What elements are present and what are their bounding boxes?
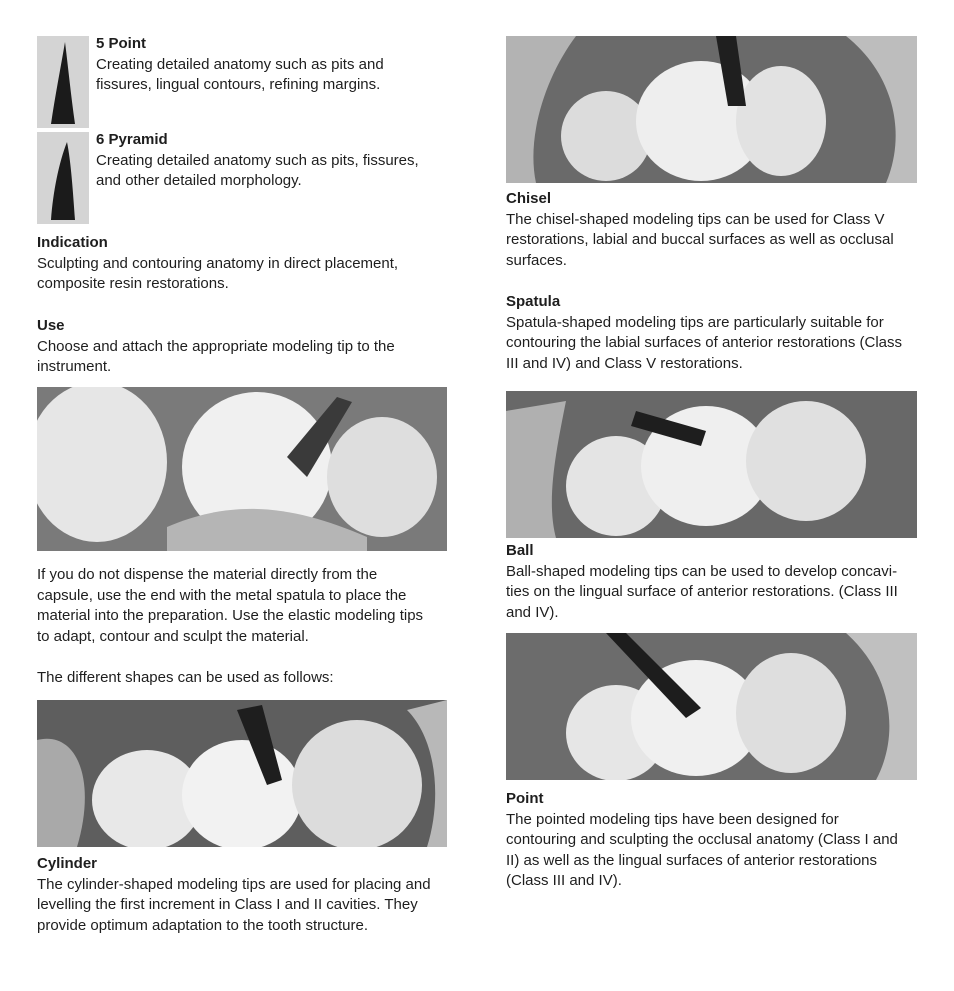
dispense-line: If you do not dispense the material directly from the xyxy=(37,566,378,583)
tip-title: 6 Pyramid xyxy=(96,131,168,148)
point-line: contouring and sculpting the occlusal anatomy (Class I and xyxy=(506,831,898,848)
ball-line: ties on the lingual surface of anterior restorations. (Class III xyxy=(506,583,898,600)
tip-description-line: Creating detailed anatomy such as pits and xyxy=(96,55,384,73)
spatula-line: Spatula-shaped modeling tips are particularly suitable for xyxy=(506,313,884,331)
cylinder-line: levelling the first increment in Class I and II cavities. They xyxy=(37,896,418,913)
cylinder-tip-photo xyxy=(37,700,447,847)
spatula-line: contouring the labial surfaces of anterior restorations (Class xyxy=(506,334,903,351)
indication-heading: Indication xyxy=(37,234,108,251)
use-line: instrument. xyxy=(37,358,112,375)
chisel-line: restorations, labial and buccal surfaces as well as occlusal xyxy=(506,231,894,248)
point-line: II) as well as the lingual surfaces of anterior restorations xyxy=(506,851,878,869)
spatula-heading: Spatula xyxy=(506,293,561,310)
shapes-intro: The different shapes can be used as follows: xyxy=(37,669,334,686)
pyramid-tip-thumbnail xyxy=(37,132,89,224)
point-heading: Point xyxy=(506,790,544,807)
tip-description-line: fissures, lingual contours, refining margins. xyxy=(96,76,381,93)
tip-description-line: and other detailed morphology. xyxy=(96,172,302,189)
ball-line: Ball-shaped modeling tips can be used to develop concavi- xyxy=(506,562,898,580)
ball-line: and IV). xyxy=(506,603,559,621)
ball-tip-photo xyxy=(506,633,917,780)
spatula-application-photo xyxy=(37,387,447,551)
tip-description-line: Creating detailed anatomy such as pits, fissures, xyxy=(96,151,419,169)
tip-title: 5 Point xyxy=(96,35,147,52)
spatula-line: III and IV) and Class V restorations. xyxy=(506,354,743,372)
cylinder-heading: Cylinder xyxy=(37,855,98,872)
use-line: Choose and attach the appropriate modeling tip to the xyxy=(37,337,395,355)
point-tip-thumbnail xyxy=(37,36,89,128)
chisel-line: surfaces. xyxy=(506,251,567,269)
indication-line: Sculpting and contouring anatomy in direct placement, xyxy=(37,254,399,272)
chisel-line: The chisel-shaped modeling tips can be used for Class V xyxy=(506,210,885,228)
cylinder-line: provide optimum adaptation to the tooth structure. xyxy=(37,916,369,934)
dispense-line: to adapt, contour and sculpt the material. xyxy=(37,627,309,645)
point-line: (Class III and IV). xyxy=(506,872,622,889)
indication-line: composite resin restorations. xyxy=(37,275,229,292)
dispense-line: capsule, use the end with the metal spatula to place the xyxy=(37,586,407,604)
spatula-tip-photo xyxy=(506,391,917,538)
use-heading: Use xyxy=(37,317,65,334)
dispense-line: material into the preparation. Use the elastic modeling tips xyxy=(37,607,424,624)
ball-heading: Ball xyxy=(506,542,534,559)
chisel-heading: Chisel xyxy=(506,190,552,207)
cylinder-line: The cylinder-shaped modeling tips are used for placing and xyxy=(37,875,431,893)
point-line: The pointed modeling tips have been designed for xyxy=(506,810,839,828)
chisel-tip-photo xyxy=(506,36,917,183)
